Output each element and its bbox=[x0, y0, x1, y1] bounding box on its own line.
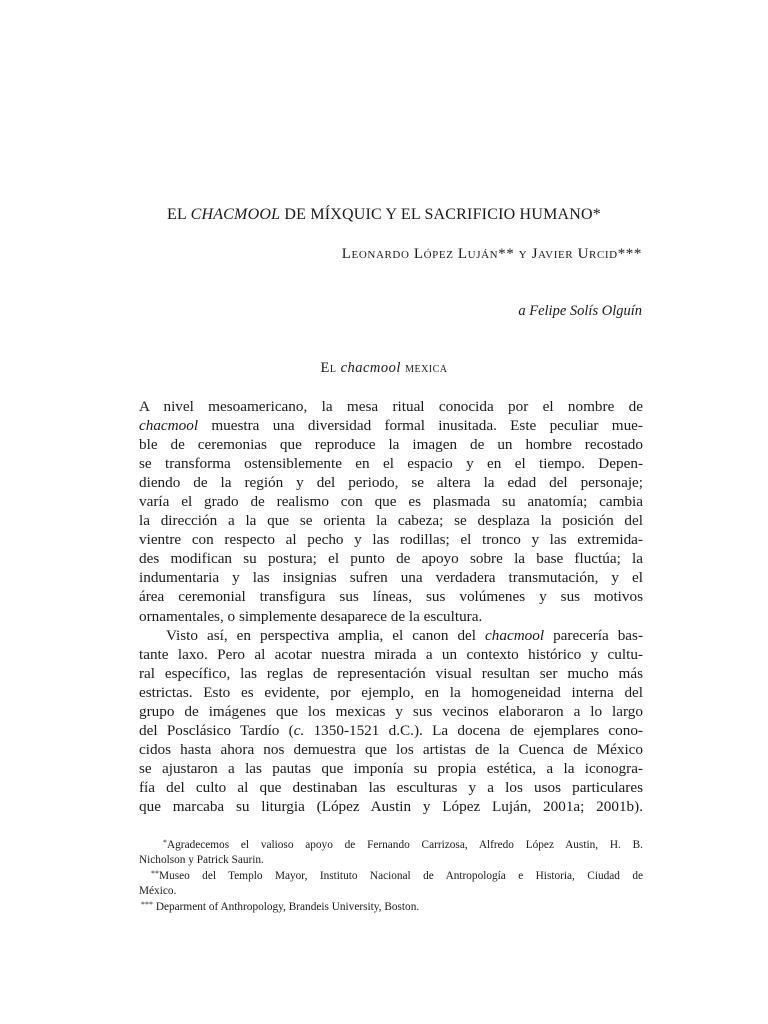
text-span: del Posclásico Tardío ( bbox=[139, 721, 294, 739]
dedication: a Felipe Solís Olguín bbox=[518, 303, 642, 319]
text-line: se transforma ostensiblemente en el espacio y en el tiempo. Depen- bbox=[139, 455, 643, 473]
italic-term: chacmool bbox=[139, 417, 199, 435]
text-line: vientre con respecto al pecho y las rodillas; el tronco y las extremida- bbox=[139, 531, 643, 549]
text-line: tante laxo. Pero al acotar nuestra mirada a un contexto histórico y cultu- bbox=[139, 645, 643, 663]
italic-term: chacmool bbox=[485, 626, 545, 644]
text-line: se ajustaron a las pautas que imponía su propia estética, a la iconogra- bbox=[139, 759, 643, 777]
title-prefix: EL bbox=[167, 206, 191, 223]
text-line: indumentaria y las insignias sufren una verdadera transmutación, y el bbox=[139, 569, 643, 587]
footnote-mark: ** bbox=[151, 869, 159, 879]
footnote-mark: *** bbox=[141, 900, 153, 910]
text-line: ral específico, las reglas de representación visual resultan ser mucho más bbox=[139, 664, 643, 682]
footnote-line: México. bbox=[139, 884, 177, 897]
section-heading-prefix: El bbox=[320, 360, 341, 376]
text-line: estrictas. Esto es evidente, por ejemplo, en la homogeneidad interna del bbox=[139, 683, 643, 701]
footnotes bbox=[139, 836, 643, 915]
title-suffix: DE MÍXQUIC Y EL SACRIFICIO HUMANO* bbox=[280, 206, 601, 223]
text-line: que marcaba su liturgia (López Austin y López Luján, 2001a; 2001b). bbox=[139, 797, 643, 815]
text-span: muestra una diversidad formal inusitada. Este peculiar mue- bbox=[198, 417, 643, 435]
text-line: diendo de la región y del periodo, se altera la edad del personaje; bbox=[139, 474, 643, 492]
footnote-1 bbox=[139, 836, 643, 867]
text-line: cidos hasta ahora nos demuestra que los artistas de la Cuenca de México bbox=[139, 740, 643, 758]
text-line bbox=[139, 721, 643, 740]
title-italic-term: CHACMOOL bbox=[190, 206, 281, 223]
footnote-3 bbox=[139, 898, 643, 915]
text-line: ble de ceremonias que reproduce la imagen de un hombre recostado bbox=[139, 436, 643, 454]
section-heading-suffix: mexica bbox=[400, 360, 448, 376]
footnote-line bbox=[139, 898, 643, 915]
text-line: varía el grado de realismo con que es plasmada su anatomía; cambia bbox=[139, 493, 643, 511]
italic-term: c. bbox=[293, 721, 305, 739]
footnote-line bbox=[139, 867, 643, 884]
text-line: des modifican su postura; el punto de apoyo sobre la base fluctúa; la bbox=[139, 550, 643, 568]
footnote-mark: * bbox=[163, 838, 167, 847]
footnote-line bbox=[139, 836, 643, 853]
paragraph-2 bbox=[139, 626, 643, 816]
text-line bbox=[139, 416, 643, 435]
section-heading-italic: chacmool bbox=[340, 360, 401, 376]
body-text bbox=[139, 397, 643, 816]
text-line: área ceremonial transfigura sus líneas, sus volúmenes y sus motivos bbox=[139, 588, 643, 606]
section-heading bbox=[0, 360, 768, 377]
article-title bbox=[0, 206, 768, 224]
text-line: A nivel mesoamericano, la mesa ritual conocida por el nombre de bbox=[139, 398, 643, 415]
text-span: parecería bas- bbox=[544, 626, 644, 644]
text-line: la dirección a la que se orienta la cabeza; se desplaza la posición del bbox=[139, 512, 643, 530]
paragraph-1 bbox=[139, 397, 643, 626]
text-span: Deparment of Anthropology, Brandeis University, Boston. bbox=[153, 901, 420, 914]
text-line: grupo de imágenes que los mexicas y sus vecinos elaboraron a lo largo bbox=[139, 702, 643, 720]
text-line: ornamentales, o simplemente desaparece de la escultura. bbox=[139, 607, 483, 625]
text-line bbox=[139, 626, 643, 645]
text-span: 1350-1521 d.C.). La docena de ejemplares cono- bbox=[304, 721, 643, 739]
text-span: Agradecemos el valioso apoyo de Fernando Carrizosa, Alfredo López Austin, H. B. bbox=[167, 839, 643, 851]
text-span: Visto así, en perspectiva amplia, el canon del bbox=[166, 626, 486, 644]
footnote-2 bbox=[139, 867, 643, 898]
text-span: Museo del Templo Mayor, Instituto Nacional de Antropología e Historia, Ciudad de bbox=[159, 870, 643, 883]
text-line: fía del culto al que destinaban las esculturas y a los usos particulares bbox=[139, 778, 643, 796]
footnote-line: Nicholson y Patrick Saurin. bbox=[139, 853, 264, 866]
article-authors: Leonardo López Luján** y Javier Urcid*** bbox=[341, 246, 642, 262]
